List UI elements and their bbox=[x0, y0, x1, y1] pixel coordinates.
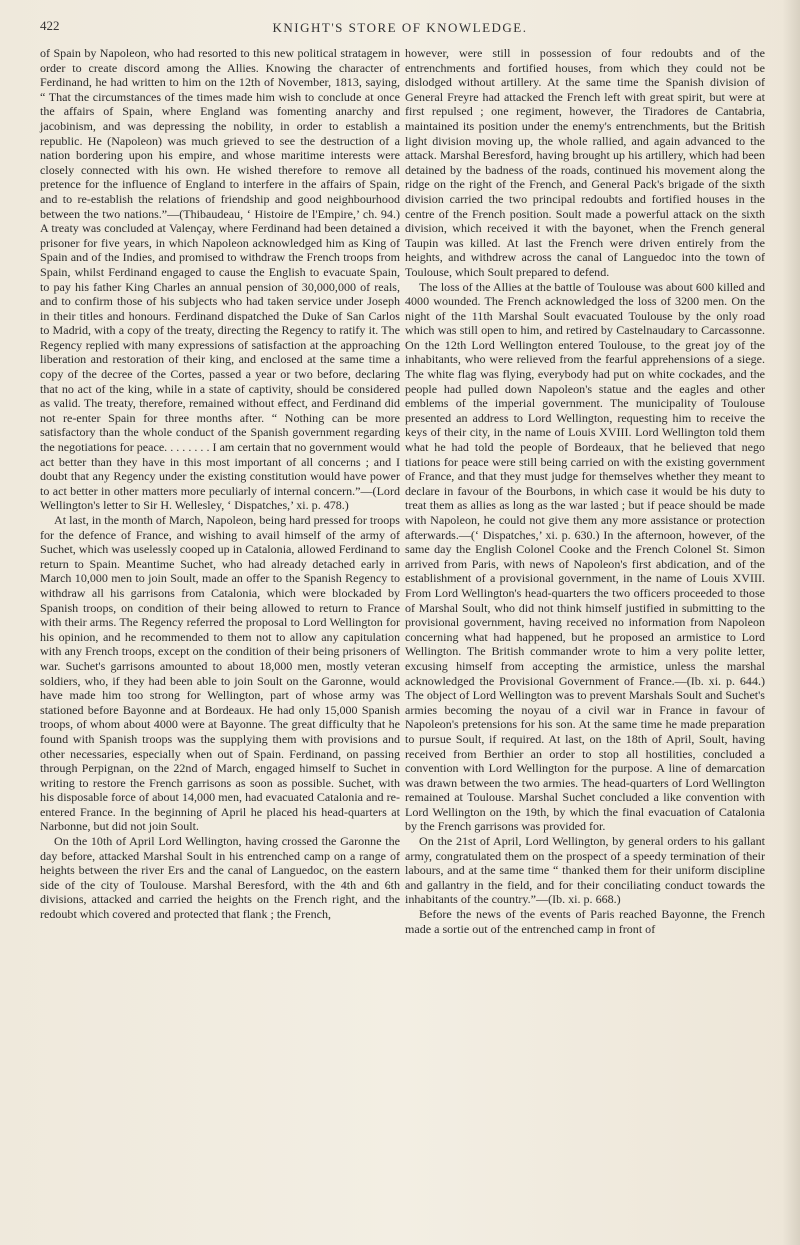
paragraph: On the 10th of April Lord Wellington, having crossed the Garonne the day before, attacked Marshal Soult in his entrenched camp on a range of heights between the river Ers and the canal of Languedoc, on the eastern side of the city of Toulouse. Marshal Beresford, with the 4th and 6th divisions, attacked and carried the heights on the French right, and the redoubt which covered and protected that flank ; the French, bbox=[40, 834, 400, 922]
paragraph: Before the news of the events of Paris reached Bayonne, the French made a sortie out of the entrenched camp in front of bbox=[405, 907, 765, 936]
page-edge-shadow bbox=[782, 0, 800, 1245]
paragraph: On the 21st of April, Lord Wellington, by general orders to his gallant army, congratulated them on the prospect of a speedy termination of their labours, and at the same time “ thanked them for their uniform discipline and gallantry in the field, and for their conciliating conduct towards the inhabitants of the country.”—(Ib. xi. p. 668.) bbox=[405, 834, 765, 907]
left-column bbox=[40, 46, 400, 922]
right-column bbox=[405, 46, 765, 936]
page-number: 422 bbox=[40, 18, 60, 33]
running-head: KNIGHT'S STORE OF KNOWLEDGE. bbox=[272, 20, 528, 35]
paragraph: The loss of the Allies at the battle of Toulouse was about 600 killed and 4000 wounded. The French acknowledged the loss of 3200 men. On the night of the 11th Marshal Soult evacuated Toulouse by the only road which was still open to him, and retired by Castelnaudary to Carcassonne. On the 12th Lord Wellington entered Toulouse, to the great joy of the inhabitants, who were relieved from the fearful apprehensions of a siege. The white flag was flying, everybody had put on white cockades, and the people had pulled down Napoleon's statue and the eagles and other emblems of the imperial government. The municipality of Toulouse presented an address to Lord Wellington, requesting him to receive the keys of their city, in the name of Louis XVIII. Lord Wellington told them what he had told the people of Bordeaux, that he believed that nego tiations for peace were still being carried on with the existing government of France, and that they must judge for themselves whether they meant to declare in favour of the Bourbons, in which case it would be his duty to treat them as allies as long as the war lasted ; but if peace should be made with Napoleon, he could not give them any more assistance or protection afterwards.—(‘ Dispatches,’ xi. p. 630.) In the afternoon, however, of the same day the English Colonel Cooke and the French Colonel St. Simon arrived from Paris, with news of Napoleon's first abdication, and of the establishment of a provisional government, in the name of Louis XVIII. From Lord Wellington's head-quarters the two officers proceeded to those of Marshal Soult, who did not think himself justified in submitting to the provisional government, having received no information from Napoleon concerning what had happened, but he proposed an armistice to Lord Wellington. The British commander wrote to him a very polite letter, excusing himself from accepting the armistice, unless the marshal acknowledged the Provisional Government of France.—(Ib. xi. p. 644.) The object of Lord Wellington was to prevent Marshals Soult and Suchet's armies becoming the noyau of a civil war in France in favour of Napoleon's pretensions for his son. At the same time he made preparation to pursue Soult, if required. At last, on the 18th of April, Soult, having received from Berthier an order to stop all hostilities, concluded a convention with Lord Wellington for the purpose. A line of demarcation was drawn between the two armies. The head-quarters of Lord Wellington remained at Toulouse. Marshal Suchet concluded a like convention with Lord Wellington on the 19th, by which the final evacuation of Catalonia by the French garrisons was provided for. bbox=[405, 279, 765, 834]
paragraph: of Spain by Napoleon, who had resorted to this new political stratagem in order to create discord among the Allies. Knowing the character of Ferdinand, he had written to him on the 12th of November, 1813, saying, “ That the circumstances of the times made him wish to conclude at once the affairs of Spain, where England was fomenting anarchy and jacobinism, and was depressing the nobility, in order to establish a republic. He (Napoleon) was much grieved to see the destruction of a nation bordering upon his empire, and whose maritime interests were closely connected with his own. He wished therefore to remove all pretence for the influence of England to interfere in the affairs of Spain, and to re-establish the relations of friendship and good neighbourhood between the two nations.”—(Thibaudeau, ‘ Histoire de l'Empire,’ ch. 94.) A treaty was concluded at Valençay, where Ferdinand had been detained a prisoner for five years, in which Napoleon acknowledged him as King of Spain and of the Indies, and promised to withdraw the French troops from Spain, whilst Ferdinand engaged to cause the English to evacuate Spain, to pay his father King Charles an annual pension of 30,000,000 of reals, and to confirm those of his subjects who had taken service under Joseph in their titles and honours. Ferdinand dispatched the Duke of San Carlos to Madrid, with a copy of the treaty, directing the Regency to ratify it. The Regency replied with many expressions of satisfaction at the approaching liberation and restoration of their king, and enclosed at the same time a copy of the decree of the Cortes, passed a year or two before, declaring that no act of the king, while in a state of captivity, should be considered as valid. The treaty, therefore, remained without effect, and Ferdinand did not re-enter Spain for three months after. “ Nothing can be more satisfactory than the whole conduct of the Spanish government regarding the negotiations for peace. . . . . . . . I am certain that no government would act better than they have in this most important of all concerns ; and I doubt that any Regency under the existing constitution would have power to act better in other matters more peculiarly of internal concern.”—(Lord Wellington's letter to Sir H. Wellesley, ‘ Dispatches,’ xi. p. 478.) bbox=[40, 46, 400, 513]
paragraph: At last, in the month of March, Napoleon, being hard pressed for troops for the defence of France, and wishing to avail himself of the army of Suchet, which was uselessly cooped up in Catalonia, allowed Ferdinand to return to Spain. Meantime Suchet, who had already detached early in March 10,000 men to join Soult, made an offer to the Spanish Regency to withdraw all his garrisons from Catalonia, which were blockaded by Spanish troops, on condition of their being allowed to return to France with their arms. The Regency referred the proposal to Lord Wellington for his opinion, and he recommended to them not to allow any capitulation with any French troops, except on the condition of their being prisoners of war. Suchet's garrisons amounted to about 18,000 men, mostly veteran soldiers, who, if they had been able to join Soult on the Garonne, would have made him too strong for Wellington, part of whose army was stationed before Bayonne and at Bordeaux. He had only 15,000 Spanish troops, of whom about 4000 were at Bayonne. The great difficulty that he found with Spanish troops was the supplying them with provisions and other necessaries, especially when out of Spain. Ferdinand, on passing through Perpignan, on the 22nd of March, engaged himself to Suchet in writing to restore the French garrisons as soon as possible. Suchet, with his disposable force of about 14,000 men, had evacuated Catalonia and re-entered France. In the beginning of April he placed his head-quarters at Narbonne, but did not join Soult. bbox=[40, 513, 400, 834]
paragraph: however, were still in possession of four redoubts and of the entrenchments and fortified houses, from which they could not be dislodged without artillery. At the same time the Spanish division of General Freyre had attacked the French left with great spirit, but were at first repulsed ; one regiment, however, the Tiradores de Cantabria, maintained its position under the enemy's entrenchments, but the British light division moving up, the whole rallied, and again advanced to the attack. Marshal Beresford, having brought up his artillery, which had been detained by the badness of the roads, continued his movement along the ridge on the right of the French, and General Pack's brigade of the sixth division carried the two principal redoubts and fortified houses in the centre of the French position. Soult made a powerful attack on the sixth division, which received it with the bayonet, when the French general Taupin was killed. At last the French were driven entirely from the heights, and withdrew across the canal of Languedoc into the town of Toulouse, which Soult prepared to defend. bbox=[405, 46, 765, 279]
